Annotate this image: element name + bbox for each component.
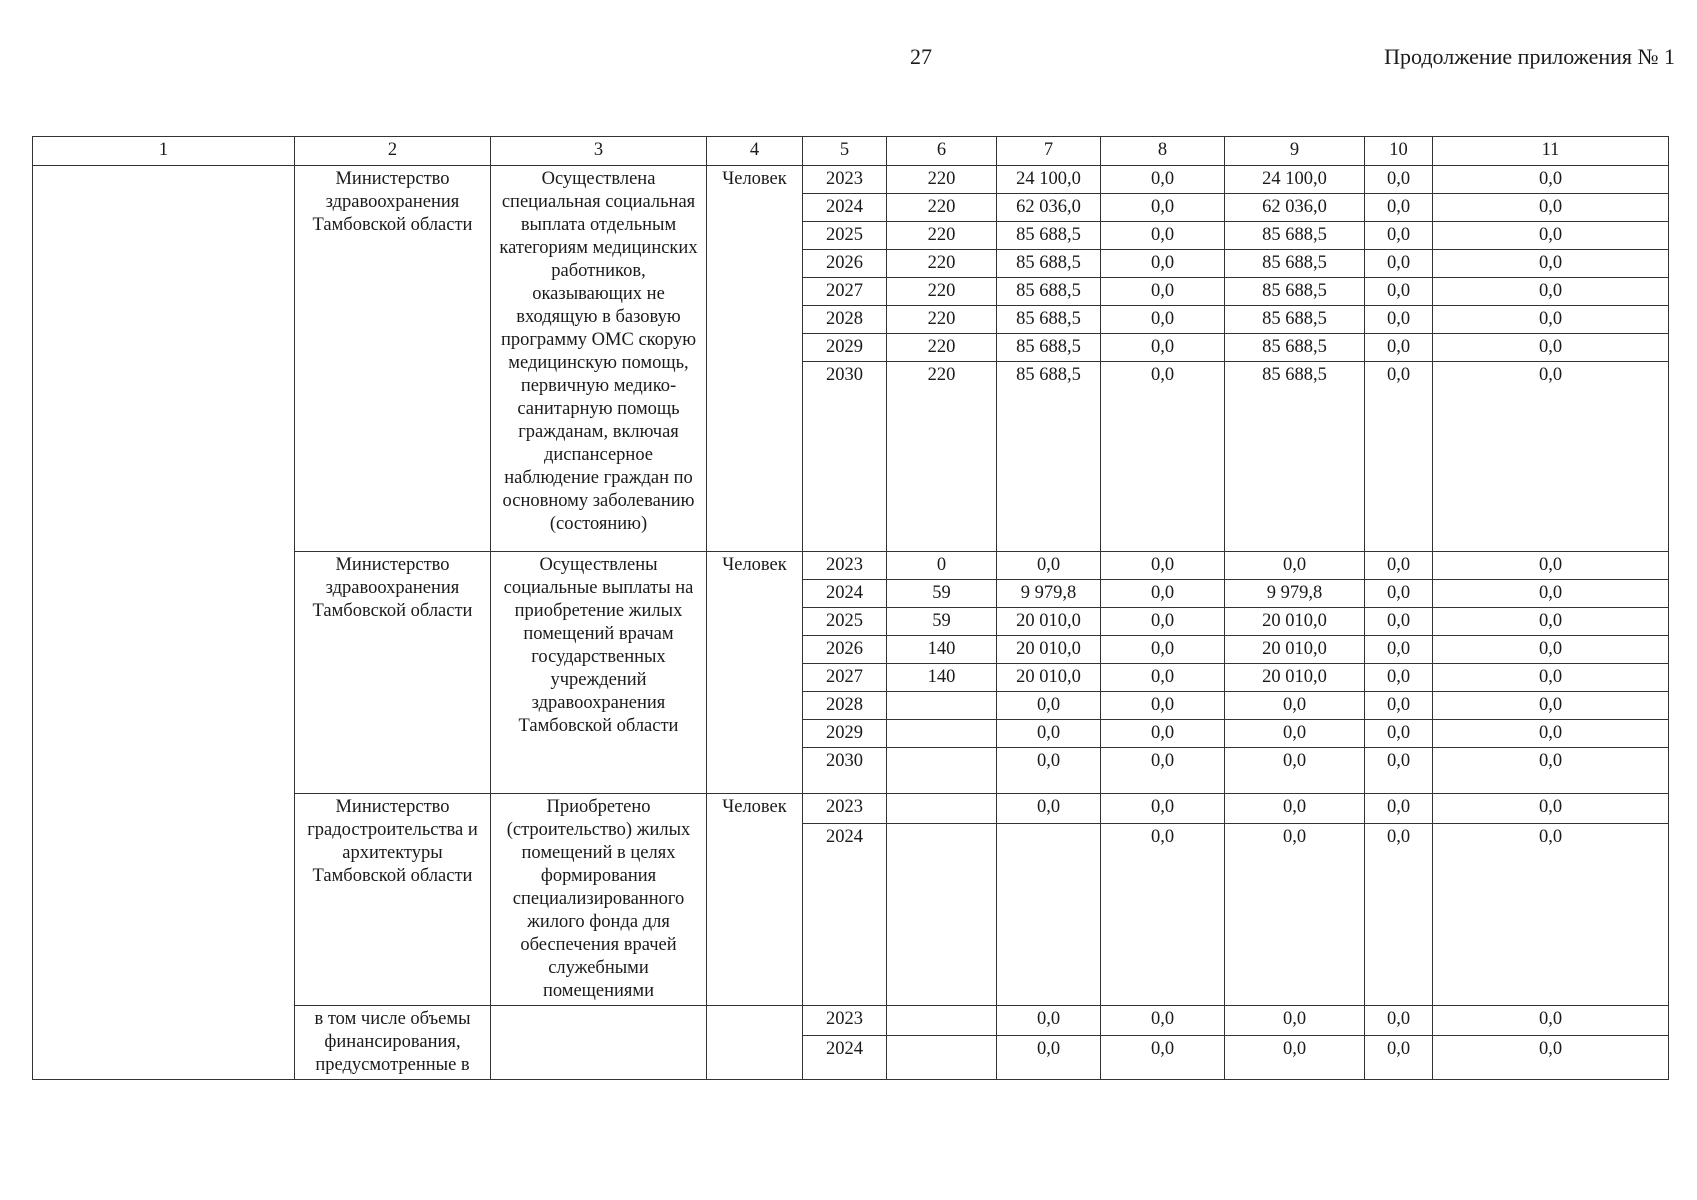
local-cell: 0,0 [1365,166,1433,194]
other-cell: 0,0 [1433,794,1669,824]
org-cell: Министерство градостроительства и архитектуры Тамбовской области [295,794,491,1006]
other-cell: 0,0 [1433,1006,1669,1036]
federal-cell: 0,0 [1101,720,1225,748]
federal-cell: 0,0 [1101,334,1225,362]
description-cell [491,1006,707,1080]
other-cell: 0,0 [1433,552,1669,580]
quantity-cell: 59 [887,580,997,608]
other-cell: 0,0 [1433,222,1669,250]
unit-cell: Человек [707,166,803,552]
financing-table [32,136,1669,1080]
regional-cell: 0,0 [1225,552,1365,580]
column-header: 11 [1433,137,1669,166]
other-cell: 0,0 [1433,278,1669,306]
column-header: 9 [1225,137,1365,166]
local-cell: 0,0 [1365,278,1433,306]
regional-cell: 20 010,0 [1225,608,1365,636]
federal-cell: 0,0 [1101,636,1225,664]
other-cell: 0,0 [1433,306,1669,334]
quantity-cell: 220 [887,334,997,362]
total-cell [997,823,1101,1005]
federal-cell: 0,0 [1101,552,1225,580]
federal-cell: 0,0 [1101,222,1225,250]
column-header: 4 [707,137,803,166]
total-cell: 0,0 [997,720,1101,748]
local-cell: 0,0 [1365,823,1433,1005]
year-cell: 2023 [803,166,887,194]
column-header: 1 [33,137,295,166]
org-cell: Министерство здравоохранения Тамбовской области [295,166,491,552]
total-cell: 0,0 [997,692,1101,720]
year-cell: 2027 [803,664,887,692]
regional-cell: 85 688,5 [1225,306,1365,334]
local-cell: 0,0 [1365,334,1433,362]
year-cell: 2025 [803,222,887,250]
total-cell: 9 979,8 [997,580,1101,608]
other-cell: 0,0 [1433,823,1669,1005]
local-cell: 0,0 [1365,692,1433,720]
quantity-cell [887,1036,997,1080]
local-cell: 0,0 [1365,362,1433,552]
other-cell: 0,0 [1433,194,1669,222]
federal-cell: 0,0 [1101,748,1225,794]
year-cell: 2030 [803,748,887,794]
total-cell: 24 100,0 [997,166,1101,194]
local-cell: 0,0 [1365,1036,1433,1080]
regional-cell: 0,0 [1225,823,1365,1005]
regional-cell: 0,0 [1225,748,1365,794]
year-cell: 2029 [803,334,887,362]
quantity-cell [887,794,997,824]
page-number: 27 [910,44,932,69]
total-cell: 20 010,0 [997,664,1101,692]
regional-cell: 0,0 [1225,692,1365,720]
federal-cell: 0,0 [1101,580,1225,608]
description-cell: Осуществлены социальные выплаты на приобретение жилых помещений врачам государственных учреждений здравоохранения Тамбовской области [491,552,707,794]
quantity-cell: 220 [887,306,997,334]
regional-cell: 85 688,5 [1225,278,1365,306]
total-cell: 20 010,0 [997,636,1101,664]
local-cell: 0,0 [1365,306,1433,334]
year-cell: 2024 [803,194,887,222]
regional-cell: 85 688,5 [1225,334,1365,362]
federal-cell: 0,0 [1101,1006,1225,1036]
quantity-cell: 220 [887,362,997,552]
table-row [33,166,1669,194]
federal-cell: 0,0 [1101,194,1225,222]
year-cell: 2029 [803,720,887,748]
column-header: 5 [803,137,887,166]
total-cell: 85 688,5 [997,250,1101,278]
federal-cell: 0,0 [1101,692,1225,720]
local-cell: 0,0 [1365,552,1433,580]
quantity-cell [887,1006,997,1036]
federal-cell: 0,0 [1101,362,1225,552]
local-cell: 0,0 [1365,794,1433,824]
description-cell: Приобретено (строительство) жилых помещений в целях формирования специализированного жилого фонда для обеспечения врачей служебными помещениями [491,794,707,1006]
local-cell: 0,0 [1365,636,1433,664]
year-cell: 2030 [803,362,887,552]
quantity-cell: 220 [887,194,997,222]
federal-cell: 0,0 [1101,278,1225,306]
total-cell: 85 688,5 [997,334,1101,362]
regional-cell: 20 010,0 [1225,636,1365,664]
unit-cell [707,1006,803,1080]
regional-cell: 0,0 [1225,1006,1365,1036]
total-cell: 62 036,0 [997,194,1101,222]
year-cell: 2027 [803,278,887,306]
federal-cell: 0,0 [1101,664,1225,692]
quantity-cell [887,823,997,1005]
regional-cell: 20 010,0 [1225,664,1365,692]
total-cell: 0,0 [997,794,1101,824]
local-cell: 0,0 [1365,1006,1433,1036]
year-cell: 2025 [803,608,887,636]
other-cell: 0,0 [1433,362,1669,552]
regional-cell: 85 688,5 [1225,362,1365,552]
regional-cell: 0,0 [1225,794,1365,824]
year-cell: 2028 [803,692,887,720]
regional-cell: 85 688,5 [1225,250,1365,278]
local-cell: 0,0 [1365,664,1433,692]
total-cell: 0,0 [997,1006,1101,1036]
federal-cell: 0,0 [1101,608,1225,636]
org-cell: Министерство здравоохранения Тамбовской области [295,552,491,794]
column-header: 7 [997,137,1101,166]
year-cell: 2023 [803,1006,887,1036]
continuation-label: Продолжение приложения № 1 [1384,44,1675,69]
other-cell: 0,0 [1433,1036,1669,1080]
quantity-cell: 140 [887,664,997,692]
federal-cell: 0,0 [1101,250,1225,278]
unit-cell: Человек [707,794,803,1006]
regional-cell: 0,0 [1225,720,1365,748]
other-cell: 0,0 [1433,692,1669,720]
other-cell: 0,0 [1433,636,1669,664]
total-cell: 85 688,5 [997,362,1101,552]
total-cell: 85 688,5 [997,222,1101,250]
regional-cell: 62 036,0 [1225,194,1365,222]
column-header: 10 [1365,137,1433,166]
federal-cell: 0,0 [1101,1036,1225,1080]
local-cell: 0,0 [1365,222,1433,250]
column-header: 2 [295,137,491,166]
org-cell: в том числе объемы финансирования, предусмотренные в [295,1006,491,1080]
quantity-cell: 220 [887,222,997,250]
regional-cell: 9 979,8 [1225,580,1365,608]
regional-cell: 85 688,5 [1225,222,1365,250]
total-cell: 0,0 [997,748,1101,794]
quantity-cell: 140 [887,636,997,664]
regional-cell: 0,0 [1225,1036,1365,1080]
other-cell: 0,0 [1433,608,1669,636]
regional-cell: 24 100,0 [1225,166,1365,194]
quantity-cell [887,720,997,748]
total-cell: 0,0 [997,552,1101,580]
local-cell: 0,0 [1365,580,1433,608]
total-cell: 85 688,5 [997,278,1101,306]
column-number-row [33,137,1669,166]
quantity-cell: 220 [887,278,997,306]
quantity-cell [887,748,997,794]
total-cell: 20 010,0 [997,608,1101,636]
local-cell: 0,0 [1365,194,1433,222]
other-cell: 0,0 [1433,250,1669,278]
local-cell: 0,0 [1365,250,1433,278]
year-cell: 2023 [803,794,887,824]
year-cell: 2023 [803,552,887,580]
federal-cell: 0,0 [1101,823,1225,1005]
other-cell: 0,0 [1433,334,1669,362]
description-cell: Осуществлена специальная социальная выплата отдельным категориям медицинских работников, оказывающих не входящую в базовую программу ОМС скорую медицинскую помощь, первичную медико-санитарную помощь гражданам, включая диспансерное наблюдение граждан по основному заболеванию (состоянию) [491,166,707,552]
federal-cell: 0,0 [1101,166,1225,194]
quantity-cell [887,692,997,720]
local-cell: 0,0 [1365,720,1433,748]
empty-first-column [33,166,295,1080]
year-cell: 2028 [803,306,887,334]
other-cell: 0,0 [1433,166,1669,194]
column-header: 6 [887,137,997,166]
other-cell: 0,0 [1433,580,1669,608]
quantity-cell: 220 [887,250,997,278]
year-cell: 2024 [803,823,887,1005]
unit-cell: Человек [707,552,803,794]
column-header: 3 [491,137,707,166]
year-cell: 2024 [803,1036,887,1080]
year-cell: 2024 [803,580,887,608]
quantity-cell: 59 [887,608,997,636]
federal-cell: 0,0 [1101,306,1225,334]
year-cell: 2026 [803,636,887,664]
column-header: 8 [1101,137,1225,166]
federal-cell: 0,0 [1101,794,1225,824]
local-cell: 0,0 [1365,608,1433,636]
other-cell: 0,0 [1433,664,1669,692]
other-cell: 0,0 [1433,748,1669,794]
other-cell: 0,0 [1433,720,1669,748]
quantity-cell: 0 [887,552,997,580]
year-cell: 2026 [803,250,887,278]
quantity-cell: 220 [887,166,997,194]
local-cell: 0,0 [1365,748,1433,794]
total-cell: 85 688,5 [997,306,1101,334]
total-cell: 0,0 [997,1036,1101,1080]
